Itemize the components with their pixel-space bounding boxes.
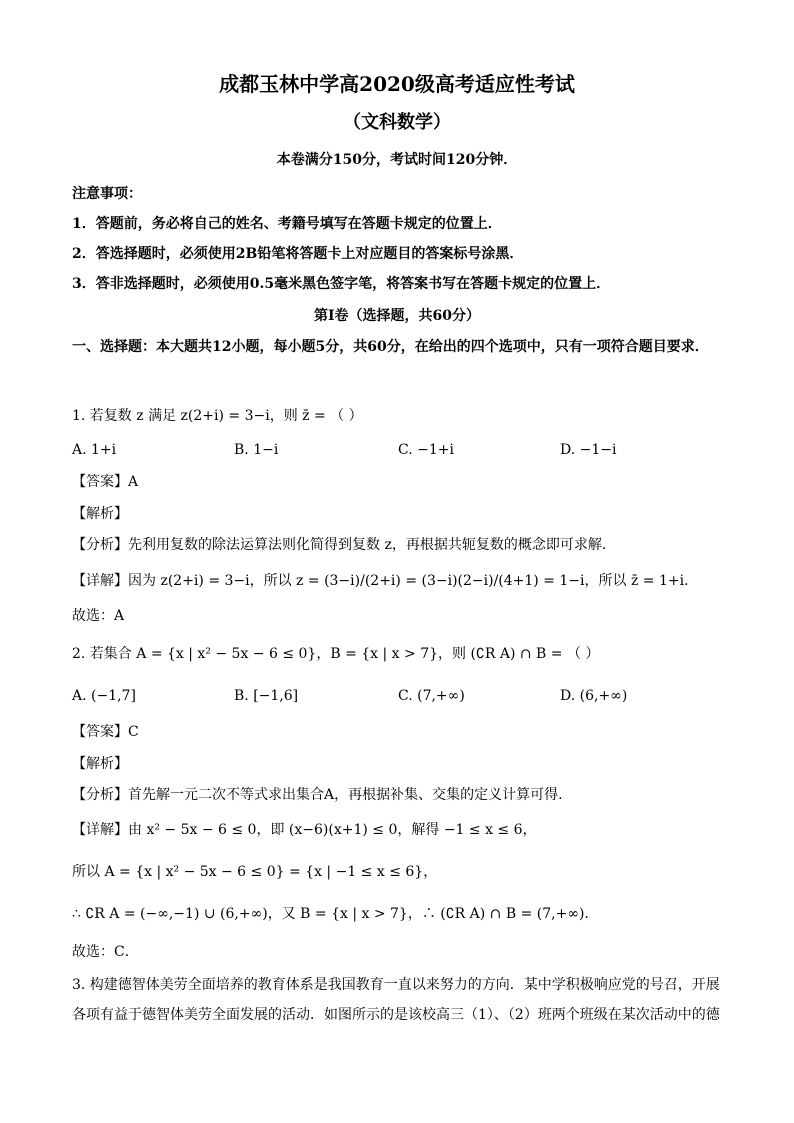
q1-option-b: B. 1−i [234, 442, 279, 458]
page-title: 成都玉林中学高2020级高考适应性考试 [219, 72, 575, 96]
q2-conclusion: 故选：C． [72, 944, 139, 960]
q2-option-d: D. (6,+∞) [560, 688, 628, 704]
note-item-1: 1．答题前，务必将自己的姓名、考籍号填写在答题卡规定的位置上． [72, 216, 502, 232]
q1-detail: 【详解】因为 z(2+i) = 3−i，所以 z = (3−i)/(2+i) = (3−i)(2−i)/(4+1) = 1−i，所以 z̄ = 1+i． [72, 573, 699, 589]
q2-stem: 2. 若集合 A = {x | x² − 5x − 6 ≤ 0}，B = {x | x > 7}，则 (∁R A) ∩ B = （ ） [72, 646, 600, 662]
note-item-2: 2．答选择题时，必须使用2B铅笔将答题卡上对应题目的答案标号涂黑． [72, 246, 524, 262]
q1-answer: 【答案】A [72, 474, 139, 490]
score-note: 本卷满分150分，考试时间120分钟． [276, 152, 518, 168]
q2-step-2: 所以 A = {x | x² − 5x − 6 ≤ 0} = {x | −1 ≤ x ≤ 6}， [72, 864, 438, 880]
notes-heading: 注意事项： [72, 186, 142, 202]
q2-fenxi: 【分析】首先解一元二次不等式求出集合A，再根据补集、交集的定义计算可得. [72, 787, 563, 803]
q1-option-d: D. −1−i [560, 442, 617, 458]
q1-stem: 1. 若复数 z 满足 z(2+i) = 3−i，则 z̄ = （ ） [72, 408, 363, 424]
section-instruction: 一、选择题：本大题共12小题，每小题5分，共60分，在给出的四个选项中，只有一项符合题目要求． [72, 339, 709, 355]
q2-analysis-label: 【解析】 [72, 756, 128, 772]
q2-answer: 【答案】C [72, 724, 139, 740]
q1-conclusion: 故选：A [72, 608, 125, 624]
q1-option-c: C. −1+i [398, 442, 454, 458]
q3-text: 3. 构建德智体美劳全面培养的教育体系是我国教育一直以来努力的方向．某中学积极响应党的号召，开展各项有益于德智体美劳全面发展的活动．如图所示的是该校高三（1）、（2）班两个班级在某次活动中的德 [72, 977, 720, 1023]
page-subtitle: （文科数学） [343, 112, 451, 133]
q1-fenxi: 【分析】先利用复数的除法运算法则化简得到复数 z，再根据共轭复数的概念即可求解. [72, 537, 607, 553]
q2-option-b: B. [−1,6] [234, 688, 299, 704]
section-title: 第Ⅰ卷（选择题，共60分） [313, 308, 481, 324]
q1-analysis-label: 【解析】 [72, 506, 128, 522]
q2-option-a: A. (−1,7] [72, 688, 136, 704]
q2-option-c: C. (7,+∞) [398, 688, 465, 704]
q2-step-3: ∴ ∁R A = (−∞,−1) ∪ (6,+∞)，又 B = {x | x > 7}，∴ (∁R A) ∩ B = (7,+∞)． [72, 906, 599, 922]
note-item-3: 3．答非选择题时，必须使用0.5毫米黑色签字笔，将答案书写在答题卡规定的位置上． [72, 276, 611, 292]
q1-option-a: A. 1+i [72, 442, 117, 458]
q2-detail: 【详解】由 x² − 5x − 6 ≤ 0，即 (x−6)(x+1) ≤ 0，解得 −1 ≤ x ≤ 6， [72, 822, 537, 838]
